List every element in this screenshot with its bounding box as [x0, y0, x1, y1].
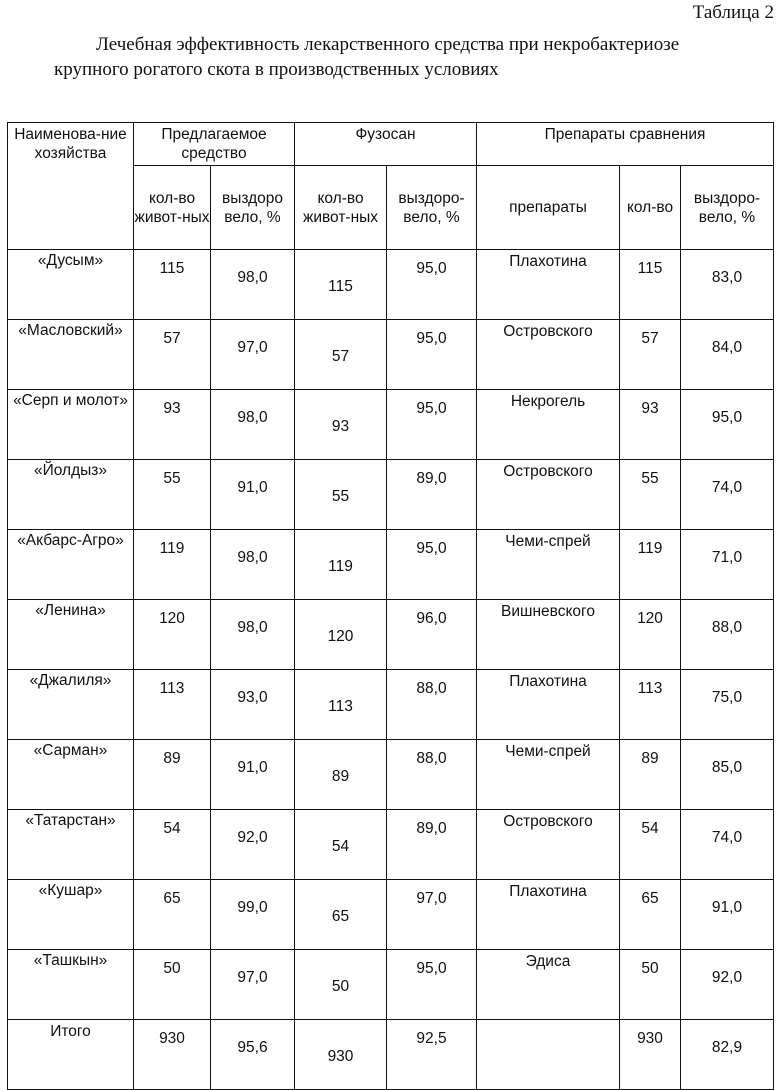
animals-2-cell: 89 — [295, 740, 387, 810]
recovered-3-cell: 82,9 — [681, 1020, 774, 1090]
preparation-cell — [477, 1020, 620, 1090]
preparation-cell: Плахотина — [477, 670, 620, 740]
table-row — [8, 880, 774, 950]
header-recovered-3: выздоро-вело, % — [681, 166, 774, 250]
farm-cell: «Татарстан» — [8, 810, 134, 880]
recovered-cell: 92,0 — [211, 810, 295, 880]
table-row — [8, 740, 774, 810]
animals-2-cell: 93 — [295, 390, 387, 460]
header-comparison: Препараты сравнения — [477, 123, 774, 166]
count-cell: 55 — [620, 460, 681, 530]
recovered-2-cell: 95,0 — [387, 320, 477, 390]
recovered-cell: 93,0 — [211, 670, 295, 740]
table-row — [8, 810, 774, 880]
recovered-cell: 98,0 — [211, 600, 295, 670]
table-row — [8, 600, 774, 670]
farm-cell: «Акбарс-Агро» — [8, 530, 134, 600]
table-row — [8, 320, 774, 390]
farm-cell: «Сарман» — [8, 740, 134, 810]
animals-cell: 55 — [134, 460, 211, 530]
farm-cell: «Йолдыз» — [8, 460, 134, 530]
table-row — [8, 1020, 774, 1090]
count-cell: 54 — [620, 810, 681, 880]
animals-2-cell: 930 — [295, 1020, 387, 1090]
count-cell: 120 — [620, 600, 681, 670]
farm-cell: «Ташкын» — [8, 950, 134, 1020]
header-fusosan: Фузосан — [295, 123, 477, 166]
farm-cell: «Джалиля» — [8, 670, 134, 740]
header-count: кол-во — [620, 166, 681, 250]
header-recovered: выздоро вело, % — [211, 166, 295, 250]
recovered-2-cell: 96,0 — [387, 600, 477, 670]
table-row — [8, 670, 774, 740]
recovered-2-cell: 89,0 — [387, 460, 477, 530]
recovered-2-cell: 97,0 — [387, 880, 477, 950]
animals-2-cell: 120 — [295, 600, 387, 670]
animals-cell: 120 — [134, 600, 211, 670]
recovered-2-cell: 92,5 — [387, 1020, 477, 1090]
animals-cell: 50 — [134, 950, 211, 1020]
efficacy-table — [7, 122, 774, 1090]
farm-cell: «Дусым» — [8, 250, 134, 320]
animals-cell: 113 — [134, 670, 211, 740]
count-cell: 113 — [620, 670, 681, 740]
table-body — [8, 250, 774, 1090]
recovered-cell: 91,0 — [211, 460, 295, 530]
recovered-3-cell: 74,0 — [681, 460, 774, 530]
table-number: Таблица 2 — [692, 2, 774, 23]
table-title — [48, 32, 760, 82]
header-preparations: препараты — [477, 166, 620, 250]
animals-cell: 57 — [134, 320, 211, 390]
recovered-2-cell: 95,0 — [387, 390, 477, 460]
recovered-3-cell: 92,0 — [681, 950, 774, 1020]
preparation-cell: Плахотина — [477, 250, 620, 320]
recovered-cell: 97,0 — [211, 950, 295, 1020]
preparation-cell: Островского — [477, 460, 620, 530]
preparation-cell: Плахотина — [477, 880, 620, 950]
table-row — [8, 460, 774, 530]
preparation-cell: Эдиса — [477, 950, 620, 1020]
recovered-2-cell: 95,0 — [387, 250, 477, 320]
count-cell: 65 — [620, 880, 681, 950]
animals-2-cell: 57 — [295, 320, 387, 390]
animals-cell: 54 — [134, 810, 211, 880]
animals-cell: 65 — [134, 880, 211, 950]
recovered-3-cell: 95,0 — [681, 390, 774, 460]
count-cell: 50 — [620, 950, 681, 1020]
count-cell: 119 — [620, 530, 681, 600]
farm-cell: «Ленина» — [8, 600, 134, 670]
recovered-3-cell: 85,0 — [681, 740, 774, 810]
preparation-cell: Вишневского — [477, 600, 620, 670]
recovered-cell: 98,0 — [211, 390, 295, 460]
title-line-2: крупного рогатого скота в производственных условиях — [54, 59, 499, 80]
preparation-cell: Чеми-спрей — [477, 530, 620, 600]
count-cell: 89 — [620, 740, 681, 810]
animals-cell: 115 — [134, 250, 211, 320]
count-cell: 115 — [620, 250, 681, 320]
animals-2-cell: 54 — [295, 810, 387, 880]
farm-cell: «Кушар» — [8, 880, 134, 950]
table-row — [8, 530, 774, 600]
animals-2-cell: 115 — [295, 250, 387, 320]
animals-cell: 930 — [134, 1020, 211, 1090]
recovered-2-cell: 95,0 — [387, 530, 477, 600]
recovered-cell: 91,0 — [211, 740, 295, 810]
recovered-2-cell: 89,0 — [387, 810, 477, 880]
animals-cell: 89 — [134, 740, 211, 810]
recovered-cell: 98,0 — [211, 530, 295, 600]
header-farm: Наименова-ние хозяйства — [8, 123, 134, 250]
animals-2-cell: 55 — [295, 460, 387, 530]
header-recovered-2: выздоро-вело, % — [387, 166, 477, 250]
farm-cell: «Масловский» — [8, 320, 134, 390]
animals-2-cell: 119 — [295, 530, 387, 600]
recovered-cell: 98,0 — [211, 250, 295, 320]
preparation-cell: Островского — [477, 810, 620, 880]
count-cell: 93 — [620, 390, 681, 460]
farm-cell: Итого — [8, 1020, 134, 1090]
count-cell: 930 — [620, 1020, 681, 1090]
recovered-cell: 99,0 — [211, 880, 295, 950]
preparation-cell: Чеми-спрей — [477, 740, 620, 810]
header-animals-2: кол-во живот-ных — [295, 166, 387, 250]
header-proposed: Предлагаемое средство — [134, 123, 295, 166]
recovered-3-cell: 71,0 — [681, 530, 774, 600]
animals-cell: 93 — [134, 390, 211, 460]
animals-2-cell: 50 — [295, 950, 387, 1020]
recovered-3-cell: 88,0 — [681, 600, 774, 670]
recovered-cell: 97,0 — [211, 320, 295, 390]
table-row — [8, 950, 774, 1020]
recovered-cell: 95,6 — [211, 1020, 295, 1090]
preparation-cell: Островского — [477, 320, 620, 390]
recovered-3-cell: 84,0 — [681, 320, 774, 390]
recovered-3-cell: 91,0 — [681, 880, 774, 950]
recovered-2-cell: 88,0 — [387, 670, 477, 740]
recovered-3-cell: 74,0 — [681, 810, 774, 880]
count-cell: 57 — [620, 320, 681, 390]
header-animals: кол-во живот-ных — [134, 166, 211, 250]
recovered-3-cell: 83,0 — [681, 250, 774, 320]
animals-2-cell: 113 — [295, 670, 387, 740]
recovered-2-cell: 88,0 — [387, 740, 477, 810]
recovered-2-cell: 95,0 — [387, 950, 477, 1020]
farm-cell: «Серп и молот» — [8, 390, 134, 460]
table-row — [8, 390, 774, 460]
animals-2-cell: 65 — [295, 880, 387, 950]
preparation-cell: Некрогель — [477, 390, 620, 460]
title-line-1: Лечебная эффективность лекарственного средства при некробактериозе — [96, 34, 680, 55]
recovered-3-cell: 75,0 — [681, 670, 774, 740]
table-row — [8, 250, 774, 320]
animals-cell: 119 — [134, 530, 211, 600]
